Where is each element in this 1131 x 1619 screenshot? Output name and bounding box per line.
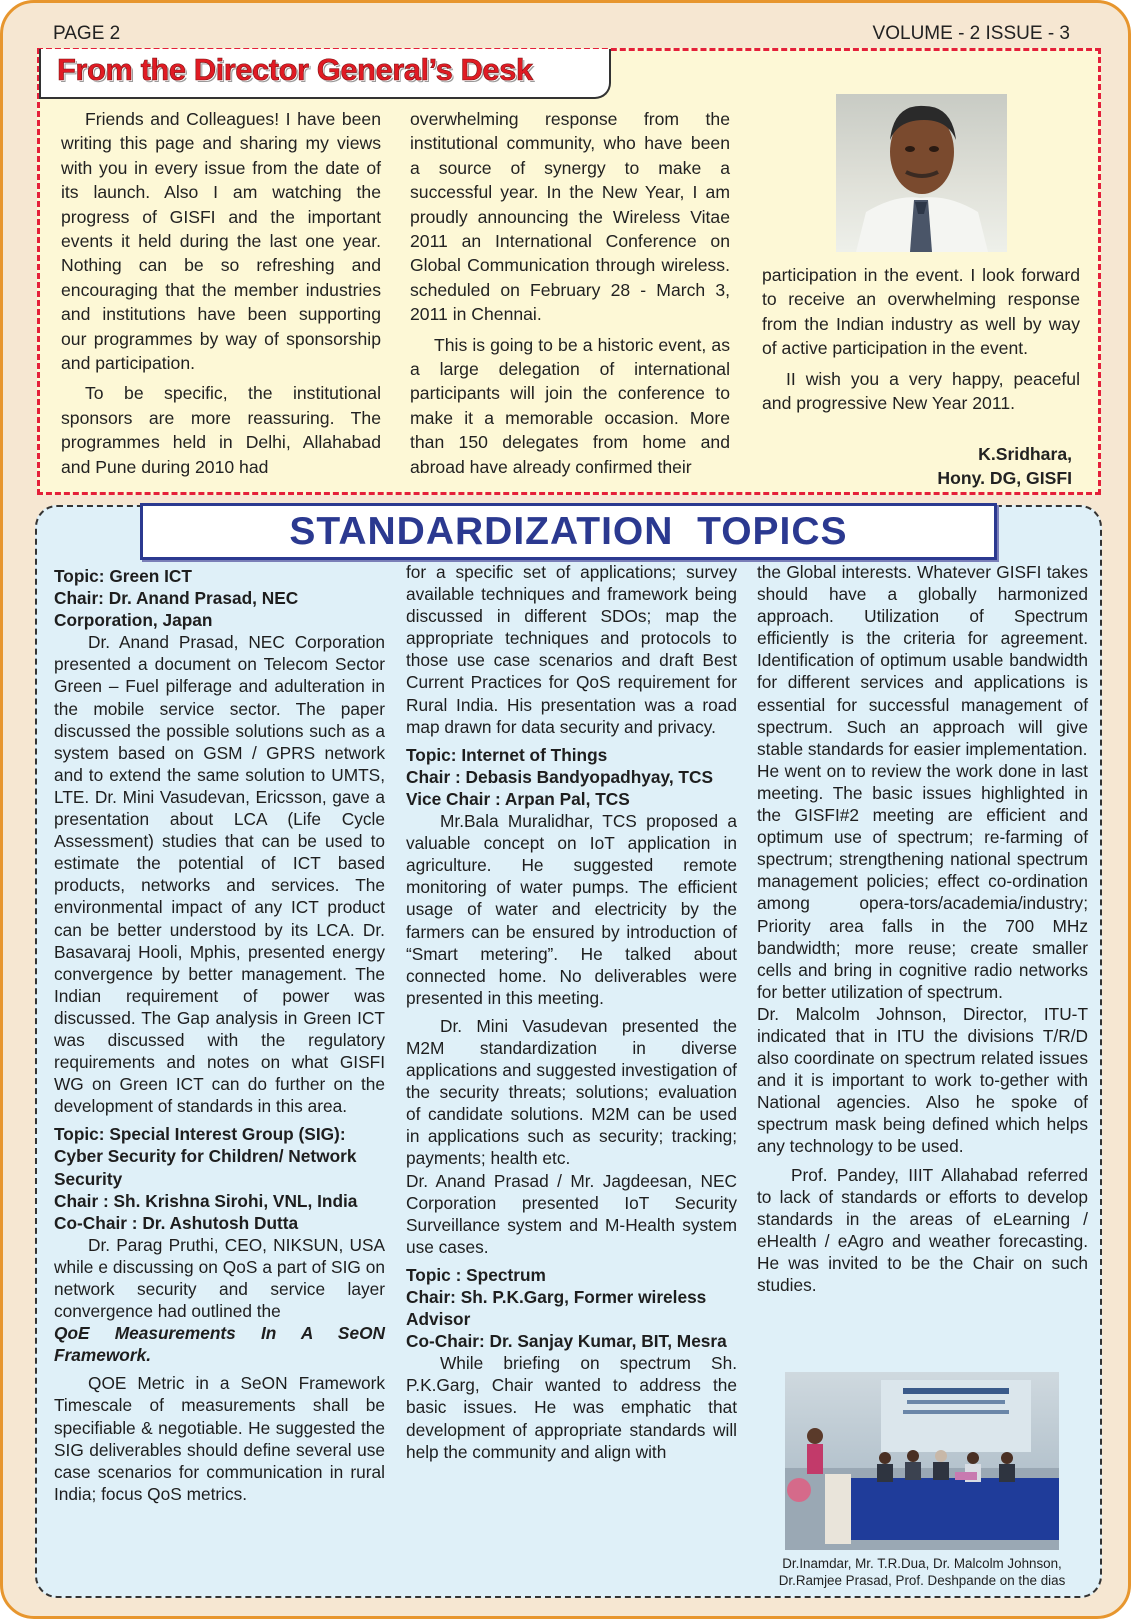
std-title-box (140, 503, 997, 560)
signature-title: Hony. DG, GISFI (937, 468, 1072, 488)
topic-body: QOE Metric in a SeON Framework Timescale of measurements shall be specifiable & negotiable. He suggested the SIG deliverables should define several use case scenarios for communication in rural India; focus QoS metrics. (54, 1373, 385, 1504)
topic-chair: Chair: Dr. Anand Prasad, NEC Corporation, Japan (54, 588, 299, 631)
conference-photo (785, 1372, 1059, 1550)
dg-title-tab (39, 49, 611, 99)
volume-issue: VOLUME - 2 ISSUE - 3 (872, 23, 1070, 44)
topic-body: the Global interests. Whatever GISFI takes should have a globally harmonized approach. Utilization of Spectrum efficiently is the criteria for agreement. Identification of optimum usable bandwidth for different services and applications is essential for successful management of spectrum. Such an approach will give stable standards for easier implementation. (757, 562, 1088, 759)
director-portrait-icon (836, 94, 1007, 252)
director-photo (836, 94, 1007, 252)
topic-chair: Chair : Debasis Bandyopadhyay, TCS (406, 766, 713, 787)
dg-paragraph: Friends and Colleagues! I have been writing this page and sharing my views with you in every issue from the date of its launch. Also I am watching the progress of GISFI and the important events it held during the last one year. Nothing can be so refreshing and encouraging that the member industries and institutions have been supporting our programmes by way of sponsorship and participation. (61, 109, 381, 374)
topic-body: While briefing on spectrum Sh. P.K.Garg, Chair wanted to address the basic issues. He was emphatic that development of appropriate standards will help the community and align with (406, 1353, 737, 1462)
topic-heading: Topic : Spectrum (406, 1264, 546, 1285)
photo-caption (757, 1555, 1087, 1589)
dg-paragraph: overwhelming response from the institutional community, who have been a source of synergy to make a successful year. In the New Year, I am proudly announcing the Wireless Vitae 2011 an International Conference on Global Communication through wireless. scheduled on February 28 - March 3, 2011 in Chennai. (410, 109, 730, 325)
topic-body: Dr. Malcolm Johnson, Director, ITU-T indicated that in ITU the divisions T/R/D also coordinate on spectrum related issues and it is important to work to-gether with National agencies. Also he spoke of spectrum mask being defined which helps any technology to be used. (757, 1003, 1088, 1157)
dg-column-3 (762, 263, 1080, 415)
dg-paragraph: II wish you a very happy, peaceful and progressive New Year 2011. (762, 368, 1080, 414)
conference-dias-icon (785, 1372, 1059, 1550)
topic-heading: Topic: Internet of Things (406, 744, 608, 765)
std-title: STANDARDIZATION TOPICS (289, 510, 848, 553)
std-column-3 (757, 561, 1088, 1296)
topic-vice-chair: Vice Chair : Arpan Pal, TCS (406, 788, 630, 809)
topic-body: Dr. Mini Vasudevan presented the M2M standardization in diverse applications and suggested investigation of the security threats; solutions; evaluation of candidate solutions. M2M can be used in applications such as security; tracking; payments; health etc. (406, 1015, 737, 1169)
topic-body: Dr. Anand Prasad, NEC Corporation presented a document on Telecom Sector Green – Fuel pilferage and adulteration in the mobile service sector. The paper discussed the possible solutions such as a system based on GSM / GPRS network and to extend the same solution to UMTS, LTE. Dr. Mini Vasudevan, Ericsson, gave a presentation about LCA (Life Cycle Assessment) studies that can be used to estimate the potential of ICT based products, networks and services. The environmental impact of any ICT product can be better understood by its LCA. Dr. Basavaraj Hooli, Mphis, presented energy convergence by better management. The Indian requirement of power was discussed. The Gap analysis in Green ICT was discussed with the regulatory requirements and notes on what GISFI WG on Green ICT can do further on the development of standards in this area. (54, 632, 385, 1117)
dg-paragraph: participation in the event. I look forward to receive an overwhelming response from the Indian industry as well by way of active participation in the event. (762, 265, 1080, 359)
caption-line: Dr.Inamdar, Mr. T.R.Dua, Dr. Malcolm Johnson, (782, 1556, 1062, 1571)
topic-body: for a specific set of applications; survey available techniques and framework being discussed in different SDOs; map the appropriate techniques and protocols to those use case scenarios and draft Best Current Practices for QoS requirement for Rural India. His presentation was a road map drawn for data security and privacy. (406, 562, 737, 737)
topic-body: Dr. Parag Pruthi, CEO, NIKSUN, USA while e discussing on QoS a part of SIG on network security and service layer convergence had outlined the (54, 1234, 385, 1322)
caption-line: Dr.Ramjee Prasad, Prof. Deshpande on the dias (778, 1573, 1066, 1588)
page-number: PAGE 2 (53, 23, 121, 44)
topic-cochair: Co-Chair : Dr. Ashutosh Dutta (54, 1212, 299, 1233)
dg-paragraph: To be specific, the institutional sponsors are more reassuring. The programmes held in Delhi, Allahabad and Pune during 2010 had (61, 383, 381, 477)
topic-chair: Chair: Sh. P.K.Garg, Former wireless Advisor (406, 1287, 707, 1330)
dg-column-1 (61, 107, 381, 479)
dg-column-2 (410, 107, 730, 479)
topic-cochair: Co-Chair: Dr. Sanjay Kumar, BIT, Mesra (406, 1331, 727, 1352)
topic-heading: Topic: Green ICT (54, 566, 192, 586)
topic-chair: Chair : Sh. Krishna Sirohi, VNL, India (54, 1190, 358, 1211)
topic-body: Mr.Bala Muralidhar, TCS proposed a valuable concept on IoT application in agriculture. He suggested remote monitoring of water pumps. The efficient usage of water and electricity by the farmers can be ensured by introduction of “Smart metering”. He talked about connected home. No deliverables were presented in this meeting. (406, 811, 737, 1008)
dg-title: From the Director General’s Desk (57, 52, 533, 87)
dg-paragraph: This is going to be a historic event, as a large delegation of international participants will join the conference to make it a memorable occasion. More than 150 delegates from home and abroad have already confirmed their (410, 334, 730, 477)
signature-name: K.Sridhara, (978, 444, 1072, 464)
topic-body: Dr. Anand Prasad / Mr. Jagdeesan, NEC Corporation presented IoT Security Surveillance system and M-Health system use cases. (406, 1170, 737, 1257)
topic-body: Prof. Pandey, IIIT Allahabad referred to lack of standards or efforts to develop standards in the areas of eLearning / eHealth / eAgro and weather forecasting. He was invited to be the Chair on such studies. (757, 1164, 1088, 1295)
std-column-1 (54, 565, 385, 1505)
topic-heading: Topic: Special Interest Group (SIG): Cyber Security for Children/ Network Security (54, 1124, 357, 1189)
std-column-2 (406, 561, 737, 1463)
topic-emphasis: QoE Measurements In A SeON Framework. (54, 1323, 385, 1366)
topic-body: He went on to review the work done in last meeting. The basic issues highlighted in the GISFI#2 meeting are efficient and optimum use of spectrum; re-farming of spectrum; strengthening national spectrum management policies; effect co-ordination among opera-tors/academia/industry; Priority area falls in the 700 MHz bandwidth; more reuse; create smaller cells and bring in cognitive radio networks for better utilization of spectrum. (757, 760, 1088, 1002)
